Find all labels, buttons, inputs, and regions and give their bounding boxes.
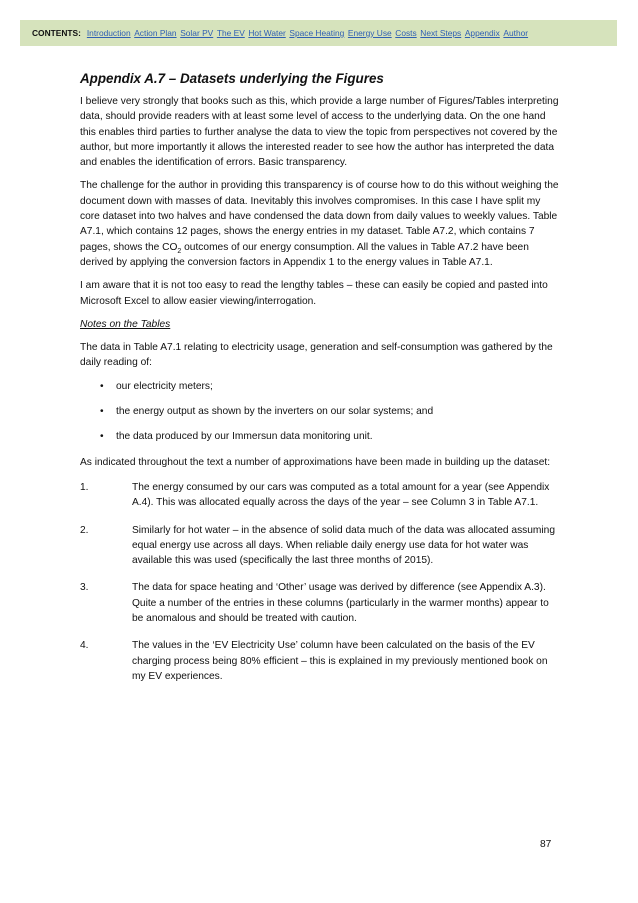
bullet-list bbox=[80, 379, 562, 445]
nav-link-solar-pv[interactable]: Solar PV bbox=[180, 28, 214, 38]
nav-link-hot-water[interactable]: Hot Water bbox=[248, 28, 286, 38]
nav-link-energy-use[interactable]: Energy Use bbox=[347, 28, 392, 38]
nav-link-next-steps[interactable]: Next Steps bbox=[420, 28, 462, 38]
nav-link-introduction[interactable]: Introduction bbox=[86, 28, 131, 38]
nav-link-author[interactable]: Author bbox=[503, 28, 529, 38]
numbered-item bbox=[80, 580, 562, 626]
nav-link-costs[interactable]: Costs bbox=[395, 28, 417, 38]
nav-link-appendix[interactable]: Appendix bbox=[464, 28, 500, 38]
numbered-item bbox=[80, 638, 562, 684]
list-item-text: our electricity meters; bbox=[116, 380, 213, 392]
notes-heading: Notes on the Tables bbox=[80, 318, 171, 330]
numbered-list bbox=[80, 480, 562, 684]
paragraph-excel: I am aware that it is not too easy to read the lengthy tables – these can easily be copied and pasted into Microsoft Excel to allow easier viewing/interrogation. bbox=[80, 280, 548, 307]
bullet-icon: • bbox=[100, 380, 104, 392]
numbered-item bbox=[80, 480, 562, 511]
page-title: Appendix A.7 – Datasets underlying the Figures bbox=[80, 71, 384, 86]
contents-label: CONTENTS: bbox=[32, 28, 81, 38]
item-text: The values in the ‘EV Electricity Use’ column have been calculated on the basis of the EV charging process being 80% efficient – this is explained in my previously mentioned book on my EV experiences. bbox=[132, 640, 548, 682]
bullet-icon: • bbox=[100, 431, 104, 443]
co2-subscript: 2 bbox=[177, 247, 182, 255]
nav-link-action-plan[interactable]: Action Plan bbox=[134, 28, 177, 38]
paragraph-transparency: I believe very strongly that books such as this, which provide a large number of Figures/Tables interpreting data, should provide readers with at least some level of access to the underlying data. On the one hand this enables third parties to further analyse the data to view the topic from perspectives not covered by the author, but more importantly it allows the interested reader to see how the author has interpreted the data and enables the identification of errors. Basic transparency. bbox=[80, 96, 559, 169]
list-item bbox=[80, 379, 562, 394]
paragraph-approximations: As indicated throughout the text a number of approximations have been made in building up the dataset: bbox=[80, 456, 551, 468]
item-number: 2. bbox=[80, 524, 89, 536]
bullet-icon: • bbox=[100, 406, 104, 418]
paragraph-daily-reading: The data in Table A7.1 relating to electricity usage, generation and self-consumption was gathered by the daily reading of: bbox=[80, 342, 553, 369]
nav-link-the-ev[interactable]: The EV bbox=[216, 28, 245, 38]
paragraph-challenge-part-1: The challenge for the author in providing this transparency is of course how to do this without weighing the document down with masses of data. Inevitably this involves compromises. In this case I have split my core dataset into two halves and have condensed the data down from daily values to weekly values. Table A7.1, which contains 12 pages, shows the energy entries in my dataset. Table A7.2, which contains 7 pages, shows the CO bbox=[80, 180, 559, 253]
nav-link-space-heating[interactable]: Space Heating bbox=[289, 28, 345, 38]
numbered-item bbox=[80, 523, 562, 569]
item-text: Similarly for hot water – in the absence of solid data much of the data was allocated assuming equal energy use across all days. When reliable daily energy use data for hot water was available this was used (specifically the last three months of 2015). bbox=[132, 524, 556, 567]
contents-nav-bar bbox=[20, 20, 617, 46]
list-item bbox=[80, 429, 562, 444]
item-text: The data for space heating and ‘Other’ usage was derived by difference (see Appendix A.3). Quite a number of the entries in these columns (particularly in the warmer months) appear to be anomalous and should be treated with caution. bbox=[132, 582, 549, 625]
list-item-text: the data produced by our Immersun data monitoring unit. bbox=[116, 431, 373, 443]
document-body bbox=[80, 70, 562, 696]
item-text: The energy consumed by our cars was computed as a total amount for a year (see Appendix A.4). This was allocated equally across the days of the year – see Column 3 in Table A7.1. bbox=[132, 481, 550, 509]
paragraph-challenge-part-2: outcomes of our energy consumption. All the values in Table A7.2 have been derived by applying the conversion factors in Appendix 1 to the energy values in Table A7.1. bbox=[80, 241, 529, 268]
list-item-text: the energy output as shown by the inverters on our solar systems; and bbox=[116, 406, 434, 418]
page-number: 87 bbox=[540, 839, 552, 850]
list-item bbox=[80, 404, 562, 419]
item-number: 4. bbox=[80, 640, 89, 652]
item-number: 1. bbox=[80, 481, 89, 493]
item-number: 3. bbox=[80, 582, 89, 594]
paragraph-challenge bbox=[80, 178, 562, 270]
